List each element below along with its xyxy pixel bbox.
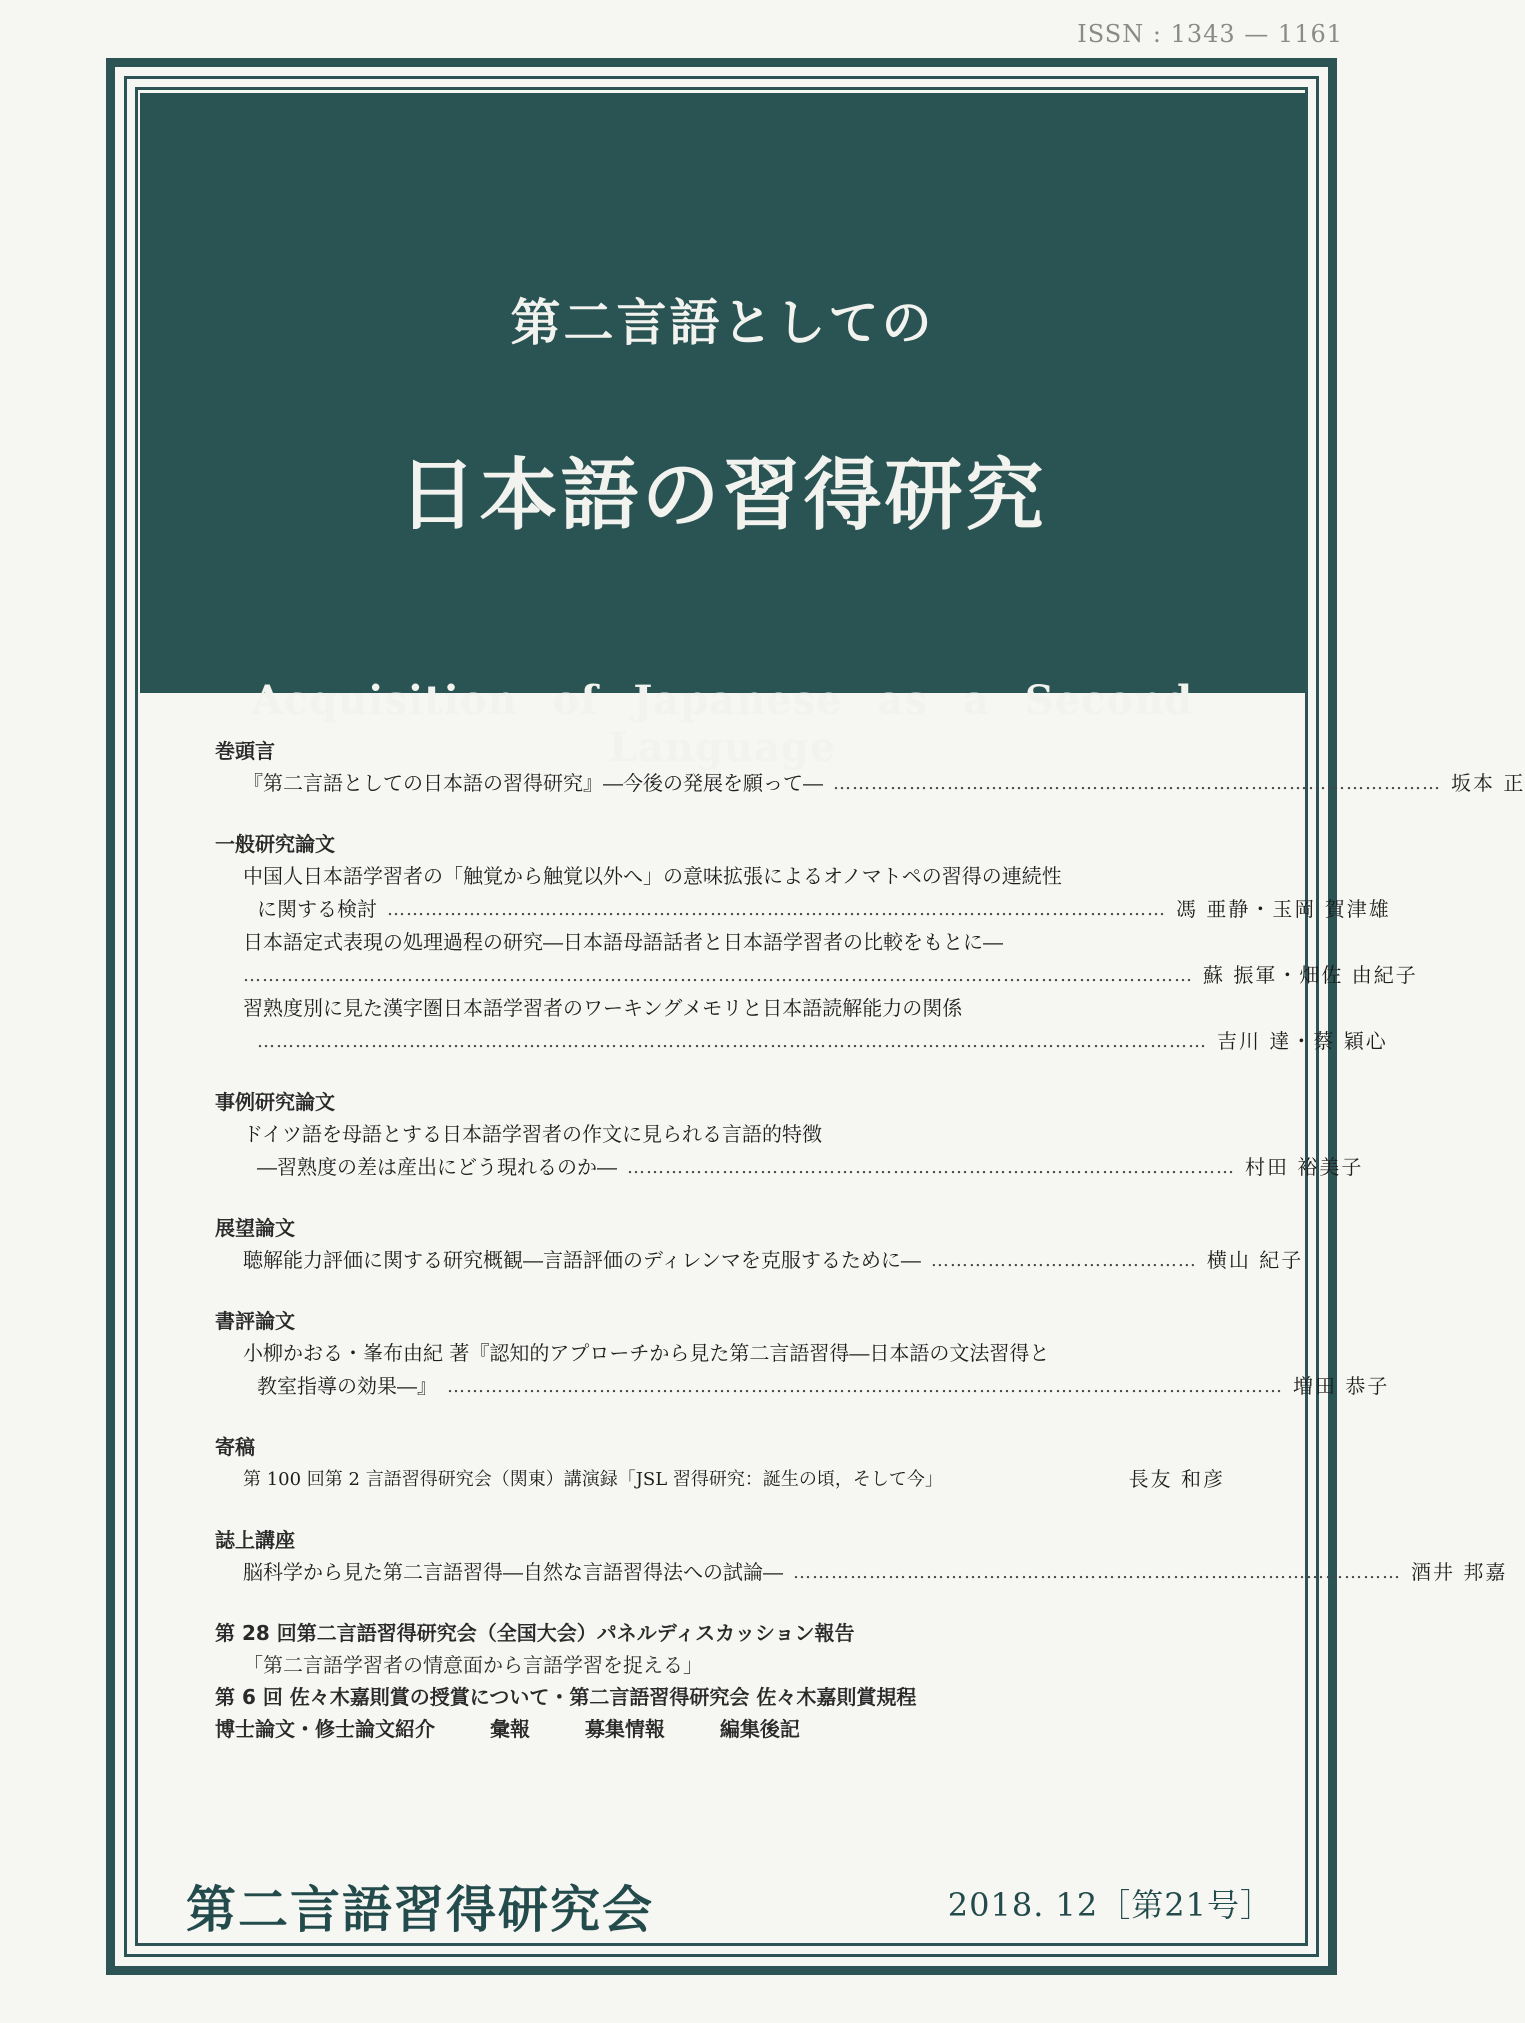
section-heading: 書評論文 [215,1309,295,1333]
toc-entry [243,1463,1225,1496]
misc-sections [215,1713,1225,1745]
section-heading: 展望論文 [215,1216,295,1240]
journal-title: 日本語の習得研究 [398,450,1047,541]
entry-author: 吉川 達・蔡 穎心 [1217,1029,1388,1053]
misc-item: 博士論文・修士論文紹介 [215,1717,435,1741]
entry-author: 坂本 正 [1451,771,1525,795]
entry-author: 酒井 邦嘉 [1411,1560,1508,1584]
misc-item: 編集後記 [719,1717,800,1741]
misc-item: 募集情報 [584,1717,665,1741]
entry-title-cont: ―習熟度の差は産出にどう現れるのか― [257,1155,617,1179]
toc-entry: 日本語定式表現の処理過程の研究―日本語母語話者と日本語学習者の比較をもとに― …………………………………………………………………………………………………………………………………… 蘇 振軍・畑佐 由紀子 [243,926,1225,992]
entry-title: 習熟度別に見た漢字圏日本語学習者のワーキングメモリと日本語読解能力の関係 [243,996,963,1020]
entry-title-cont: 教室指導の効果―』 [257,1374,437,1398]
toc-section [215,1431,1225,1496]
entry-title: 小柳かおる・峯布由紀 著『認知的アプローチから見た第二言語習得―日本語の文法習得と [243,1341,1050,1365]
toc-section [215,1086,1364,1184]
entry-author: 横山 紀子 [1206,1248,1304,1272]
section-heading: 巻頭言 [215,739,275,763]
entry-title-cont: に関する検討 [257,897,377,921]
entry-author: 村田 裕美子 [1245,1155,1364,1179]
entry-title: ドイツ語を母語とする日本語学習者の作文に見られる言語的特徴 [243,1122,822,1146]
section-heading: 誌上講座 [215,1528,295,1552]
publisher-name: 第二言語習得研究会 [186,1880,654,1939]
panel-report-title: 「第二言語学習者の情意面から言語学習を捉える」 [243,1653,703,1677]
section-heading: 一般研究論文 [215,832,335,856]
entry-title: 聴解能力評価に関する研究概観―言語評価のディレンマを克服するために― [243,1248,921,1272]
toc-section [215,828,1418,1058]
toc-entry: ドイツ語を母語とする日本語学習者の作文に見られる言語的特徴 ―習熟度の差は産出にどう現れるのか― …………………………………………………………………………………… 村田 裕美子 [243,1118,1225,1184]
entry-author: 蘇 振軍・畑佐 由紀子 [1203,963,1418,987]
entry-title: 中国人日本語学習者の「触覚から触覚以外へ」の意味拡張によるオノマトペの習得の連続性 [243,864,1062,888]
toc-entry: 『第二言語としての日本語の習得研究』―今後の発展を願って― …………………………………………………………………………………… 坂本 正 [243,767,1225,800]
toc-entry: 聴解能力評価に関する研究概観―言語評価のディレンマを克服するために― …………………………………… 横山 紀子 [243,1244,1225,1277]
toc-entry: 中国人日本語学習者の「触覚から触覚以外へ」の意味拡張によるオノマトペの習得の連続性 に関する検討 …………………………………………………………………………………………………………… 馮 亜静・玉岡 賀津雄 [243,860,1225,926]
toc-section [215,735,1525,800]
toc-section [215,1524,1508,1589]
toc-entry: 小柳かおる・峯布由紀 著『認知的アプローチから見た第二言語習得―日本語の文法習得と 教室指導の効果―』 …………………………………………………………………………………………………………………… 増田 恭子 [243,1337,1225,1403]
entry-title: 『第二言語としての日本語の習得研究』―今後の発展を願って― [243,771,823,795]
toc-entry: 脳科学から見た第二言語習得―自然な言語習得法への試論― …………………………………………………………………………………… 酒井 邦嘉 [243,1556,1225,1589]
entry-title: 脳科学から見た第二言語習得―自然な言語習得法への試論― [243,1560,783,1584]
journal-english-title: Acquisition of Japanese as a Second Language [251,677,1194,771]
entry-author: 増田 恭子 [1293,1374,1390,1398]
entry-title: 第 100 回第 2 言語習得研究会（関東）講演録「JSL 習得研究：誕生の頃，そして今」 [243,1469,943,1490]
entry-author: 馮 亜静・玉岡 賀津雄 [1176,897,1391,921]
panel-report: 第 28 回第二言語習得研究会（全国大会）パネルディスカッション報告 [215,1621,855,1645]
journal-subtitle: 第二言語としての [510,293,935,352]
issn-label: ISSN : 1343 — 1161 [1077,20,1343,48]
table-of-contents [215,735,1525,1745]
section-heading: 事例研究論文 [215,1090,335,1114]
award-notice: 第 6 回 佐々木嘉則賞の授賞について・第二言語習得研究会 佐々木嘉則賞規程 [215,1685,917,1709]
toc-section [215,1212,1304,1277]
toc-entry: 習熟度別に見た漢字圏日本語学習者のワーキングメモリと日本語読解能力の関係 …………………………………………………………………………………………………………………………………… 吉川 達・蔡 穎心 [243,992,1225,1058]
entry-author: 長友 和彦 [1128,1467,1225,1491]
section-heading: 寄稿 [215,1435,255,1459]
toc-section [215,1305,1390,1403]
issue-date: 2018. 12［第21号］ [947,1886,1273,1924]
entry-title: 日本語定式表現の処理過程の研究―日本語母語話者と日本語学習者の比較をもとに― [243,930,1003,954]
misc-item: 彙報 [489,1717,530,1741]
